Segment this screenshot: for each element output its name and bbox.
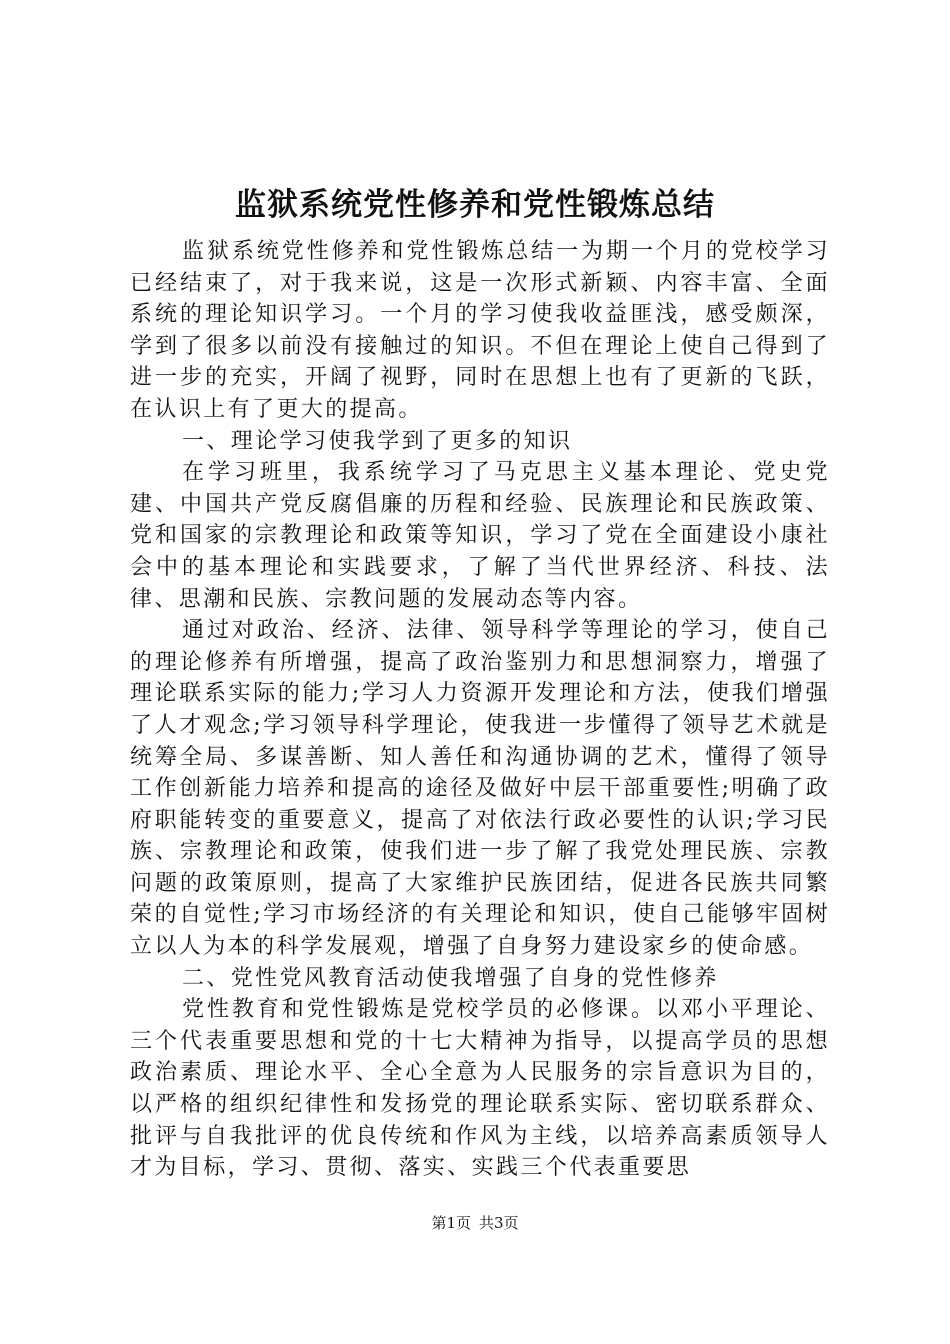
page-number: 第1页: [431, 1214, 471, 1232]
paragraph-study-gains: 通过对政治、经济、法律、领导科学等理论的学习，使自己的理论修养有所增强，提高了政治鉴别力和思想洞察力，增强了理论联系实际的能力;学习人力资源开发理论和方法，使我们增强了人才观念;学习领导科学理论，使我进一步懂得了领导艺术就是统筹全局、多谋善断、知人善任和沟通协调的艺术，懂得了领导工作创新能力培养和提高的途径及做好中层干部重要性;明确了政府职能转变的重要意义，提高了对依法行政必要性的认识;学习民族、宗教理论和政策，使我们进一步了解了我党处理民族、宗教问题的政策原则，提高了大家维护民族团结，促进各民族共同繁荣的自觉性;学习市场经济的有关理论和知识，使自己能够牢固树立以人为本的科学发展观，增强了自身努力建设家乡的使命感。: [130, 618, 830, 960]
paragraph-party-education: 党性教育和党性锻炼是党校学员的必修课。以邓小平理论、三个代表重要思想和党的十七大精神为指导，以提高学员的思想政治素质、理论水平、全心全意为人民服务的宗旨意识为目的，以严格的组织纪律性和发扬党的理论联系实际、密切联系群众、批评与自我批评的优良传统和作风为主线，以培养高素质领导人才为目标，学习、贯彻、落实、实践三个代表重要思: [130, 997, 830, 1181]
paragraph-study-content: 在学习班里，我系统学习了马克思主义基本理论、党史党建、中国共产党反腐倡廉的历程和经验、民族理论和民族政策、党和国家的宗教理论和政策等知识，学习了党在全面建设小康社会中的基本理论和实践要求，了解了当代世界经济、科技、法律、思潮和民族、宗教问题的发展动态等内容。: [130, 460, 830, 612]
page-footer: [0, 1213, 950, 1233]
page-total: 共3页: [479, 1214, 519, 1232]
document-body: [130, 236, 830, 1184]
section-heading-2: 二、党性党风教育活动使我增强了自身的党性修养: [182, 965, 719, 991]
section-heading-1: 一、理论学习使我学到了更多的知识: [182, 428, 573, 454]
paragraph-intro: 监狱系统党性修养和党性锻炼总结一为期一个月的党校学习已经结束了，对于我来说，这是一次形式新颖、内容丰富、全面系统的理论知识学习。一个月的学习使我收益匪浅，感受颇深，学到了很多以前没有接触过的知识。不但在理论上使自己得到了进一步的充实，开阔了视野，同时在思想上也有了更新的飞跃，在认识上有了更大的提高。: [130, 239, 830, 422]
document-title: 监狱系统党性修养和党性锻炼总结: [235, 187, 715, 223]
